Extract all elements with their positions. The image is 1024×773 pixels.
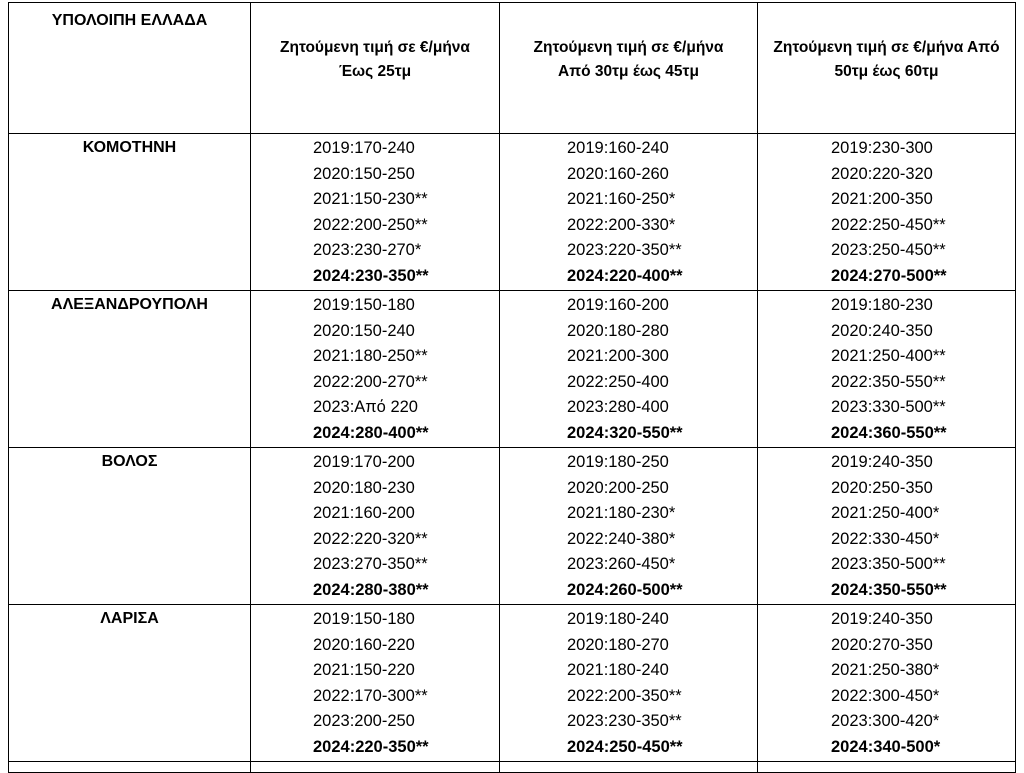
price-list: [758, 134, 1015, 290]
price-range: 2022:200-330*: [567, 215, 676, 234]
price-range: 2022:170-300**: [313, 686, 428, 705]
city-row: [9, 448, 1016, 605]
price-range: 2022:250-400: [567, 372, 669, 391]
price-range: 2022:350-550**: [831, 372, 946, 391]
city-name: ΚΟΜΟΤΗΝΗ: [9, 134, 251, 291]
price-range: 2021:180-250**: [313, 347, 428, 365]
price-range: 2023:230-350**: [567, 712, 682, 730]
price-range: 2020:240-350: [831, 321, 933, 340]
price-range: 2020:180-280: [567, 321, 669, 340]
price-list: [758, 605, 1015, 761]
price-cell: [251, 448, 500, 605]
price-range: 2019:160-240: [567, 139, 669, 157]
price-cell: [500, 134, 758, 291]
price-range: 2020:200-250: [567, 478, 669, 497]
price-range: 2021:200-350: [831, 190, 933, 208]
price-range: 2024:320-550**: [567, 423, 683, 442]
column-header-line2: Έως 25τμ: [338, 63, 412, 80]
price-range: 2019:150-180: [313, 610, 415, 628]
price-range: 2022:200-350**: [567, 686, 682, 705]
column-header-up-to-25sqm: [251, 3, 500, 134]
price-range: 2020:150-250: [313, 164, 415, 183]
city-name: ΒΟΛΟΣ: [9, 448, 251, 605]
price-range: 2021:250-400*: [831, 504, 940, 522]
price-range: 2020:250-350: [831, 478, 933, 497]
price-range: 2023:280-400: [567, 398, 669, 416]
column-header-line2: Από 30τμ έως 45τμ: [558, 63, 699, 80]
price-range: 2019:240-350: [831, 453, 933, 471]
price-cell: [251, 605, 500, 762]
price-range: 2022:200-250**: [313, 215, 428, 234]
city-row: [9, 605, 1016, 762]
price-cell: [758, 605, 1016, 762]
price-list: [500, 448, 757, 604]
price-cell: [758, 291, 1016, 448]
header-row: [9, 3, 1016, 134]
column-header-30-45sqm: [500, 3, 758, 134]
price-range: 2024:230-350**: [313, 266, 429, 285]
price-range: 2022:250-450**: [831, 215, 946, 234]
price-range: 2022:200-270**: [313, 372, 428, 391]
empty-cell: [500, 762, 758, 773]
price-range: 2023:330-500**: [831, 398, 946, 416]
price-list: [251, 134, 499, 290]
price-range: 2019:150-180: [313, 296, 415, 314]
price-list: [758, 448, 1015, 604]
price-range: 2023:230-270*: [313, 241, 422, 259]
price-range: 2020:220-320: [831, 164, 933, 183]
price-range: 2022:220-320**: [313, 529, 428, 548]
price-range: 2020:180-230: [313, 478, 415, 497]
price-range: 2021:180-230*: [567, 504, 676, 522]
price-cell: [500, 605, 758, 762]
price-list: [500, 605, 757, 761]
region-label: ΥΠΟΛΟΙΠΗ ΕΛΛΑΔΑ: [9, 3, 251, 134]
city-row: [9, 134, 1016, 291]
price-range: 2024:360-550**: [831, 423, 947, 442]
price-range: 2023:260-450*: [567, 555, 676, 573]
price-range: 2019:230-300: [831, 139, 933, 157]
empty-cell: [9, 762, 251, 773]
price-range: 2019:170-240: [313, 139, 415, 157]
price-range: 2024:350-550**: [831, 580, 947, 599]
price-range: 2024:340-500*: [831, 737, 941, 756]
price-range: 2023:270-350**: [313, 555, 428, 573]
price-range: 2020:160-220: [313, 635, 415, 654]
price-range: 2019:180-240: [567, 610, 669, 628]
price-range: 2021:180-240: [567, 661, 669, 679]
price-range: 2023:350-500**: [831, 555, 946, 573]
price-range: 2019:180-250: [567, 453, 669, 471]
price-cell: [251, 291, 500, 448]
price-range: 2024:280-380**: [313, 580, 429, 599]
column-header-line1: Ζητούμενη τιμή σε €/μήνα: [533, 39, 724, 56]
price-range: 2023:300-420*: [831, 712, 940, 730]
price-range: 2022:300-450*: [831, 686, 940, 705]
price-range: 2022:240-380*: [567, 529, 676, 548]
column-header-line1: Ζητούμενη τιμή σε €/μήνα Από: [773, 39, 1000, 56]
price-range: 2023:200-250: [313, 712, 415, 730]
price-range: 2019:160-200: [567, 296, 669, 314]
price-list: [758, 291, 1015, 447]
price-range: 2024:220-350**: [313, 737, 429, 756]
price-range: 2021:250-380*: [831, 661, 940, 679]
price-cell: [251, 134, 500, 291]
price-range: 2024:280-400**: [313, 423, 429, 442]
price-range: 2024:220-400**: [567, 266, 683, 285]
price-cell: [500, 448, 758, 605]
price-range: 2020:150-240: [313, 321, 415, 340]
price-range: 2020:160-260: [567, 164, 669, 183]
city-row: [9, 291, 1016, 448]
price-range: 2023:220-350**: [567, 241, 682, 259]
price-range: 2022:330-450*: [831, 529, 940, 548]
price-range: 2019:240-350: [831, 610, 933, 628]
price-list: [251, 448, 499, 604]
column-header-line2: 50τμ έως 60τμ: [834, 63, 939, 80]
column-header-line1: Ζητούμενη τιμή σε €/μήνα: [280, 39, 470, 56]
price-list: [500, 134, 757, 290]
price-range: 2020:270-350: [831, 635, 933, 654]
price-cell: [500, 291, 758, 448]
price-range: 2021:160-250*: [567, 190, 676, 208]
price-range: 2019:180-230: [831, 296, 933, 314]
price-range: 2021:250-400**: [831, 347, 946, 365]
price-list: [251, 291, 499, 447]
empty-cell: [251, 762, 500, 773]
price-range: 2021:200-300: [567, 347, 669, 365]
column-header-50-60sqm: [758, 3, 1016, 134]
price-range: 2023:Από 220: [313, 398, 418, 416]
price-range: 2024:270-500**: [831, 266, 947, 285]
price-range: 2020:180-270: [567, 635, 669, 654]
city-name: ΑΛΕΞΑΝΔΡΟΥΠΟΛΗ: [9, 291, 251, 448]
price-range: 2021:150-220: [313, 661, 415, 679]
next-row-partial: [9, 762, 1016, 773]
price-range: 2023:250-450**: [831, 241, 946, 259]
price-list: [500, 291, 757, 447]
price-range: 2021:160-200: [313, 504, 415, 522]
price-range: 2024:260-500**: [567, 580, 683, 599]
price-list: [251, 605, 499, 761]
price-range: 2024:250-450**: [567, 737, 683, 756]
price-range: 2019:170-200: [313, 453, 415, 471]
price-cell: [758, 134, 1016, 291]
price-range: 2021:150-230**: [313, 190, 428, 208]
city-name: ΛΑΡΙΣΑ: [9, 605, 251, 762]
price-cell: [758, 448, 1016, 605]
rent-prices-table: [8, 2, 1016, 773]
empty-cell: [758, 762, 1016, 773]
